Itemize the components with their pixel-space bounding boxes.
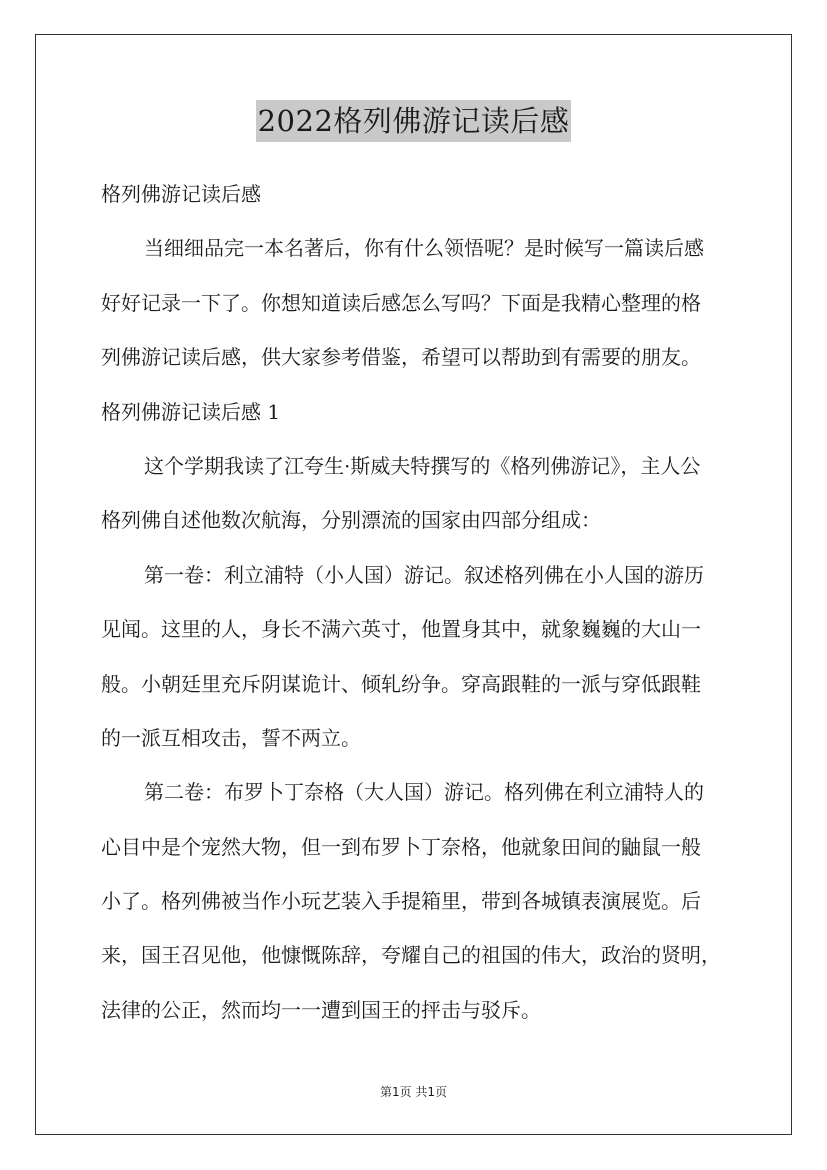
- document-body: [101, 167, 731, 1037]
- text-line: 来，国王召见他，他慷慨陈辞，夸耀自己的祖国的伟大，政治的贤明，: [101, 943, 721, 968]
- text-line: 格列佛游记读后感 1: [101, 399, 281, 424]
- title-area: [0, 100, 827, 142]
- text-line: 般。小朝廷里充斥阴谋诡计、倾轧纷争。穿高跟鞋的一派与穿低跟鞋: [101, 671, 701, 696]
- text-line: 第二卷：布罗卜丁奈格（大人国）游记。格列佛在利立浦特人的: [144, 780, 704, 805]
- text-line: 格列佛自述他数次航海，分别漂流的国家由四部分组成：: [101, 508, 601, 533]
- text-line: 的一派互相攻击，誓不两立。: [101, 725, 361, 750]
- text-line: 当细细品完一本名著后，你有什么领悟呢？是时候写一篇读后感: [144, 236, 704, 261]
- text-line: 心目中是个宠然大物，但一到布罗卜丁奈格，他就象田间的鼬鼠一般: [101, 834, 701, 859]
- text-line: 见闻。这里的人，身长不满六英寸，他置身其中，就象巍巍的大山一: [101, 617, 701, 642]
- text-line: 法律的公正，然而均一一遭到国王的抨击与驳斥。: [101, 997, 541, 1022]
- text-line: 第一卷：利立浦特（小人国）游记。叙述格列佛在小人国的游历: [144, 562, 704, 587]
- text-line: 这个学期我读了江夸生·斯威夫特撰写的《格列佛游记》，主人公: [144, 453, 701, 478]
- text-line: 列佛游记读后感，供大家参考借鉴，希望可以帮助到有需要的朋友。: [101, 345, 701, 370]
- text-line: 小了。格列佛被当作小玩艺装入手提箱里，带到各城镇表演展览。后: [101, 889, 701, 914]
- page-footer: 第1页 共1页: [379, 1085, 448, 1099]
- text-line: 格列佛游记读后感: [101, 182, 261, 206]
- document-title: 2022格列佛游记读后感: [256, 100, 572, 142]
- text-line: 好好记录一下了。你想知道读后感怎么写吗？下面是我精心整理的格: [101, 290, 701, 315]
